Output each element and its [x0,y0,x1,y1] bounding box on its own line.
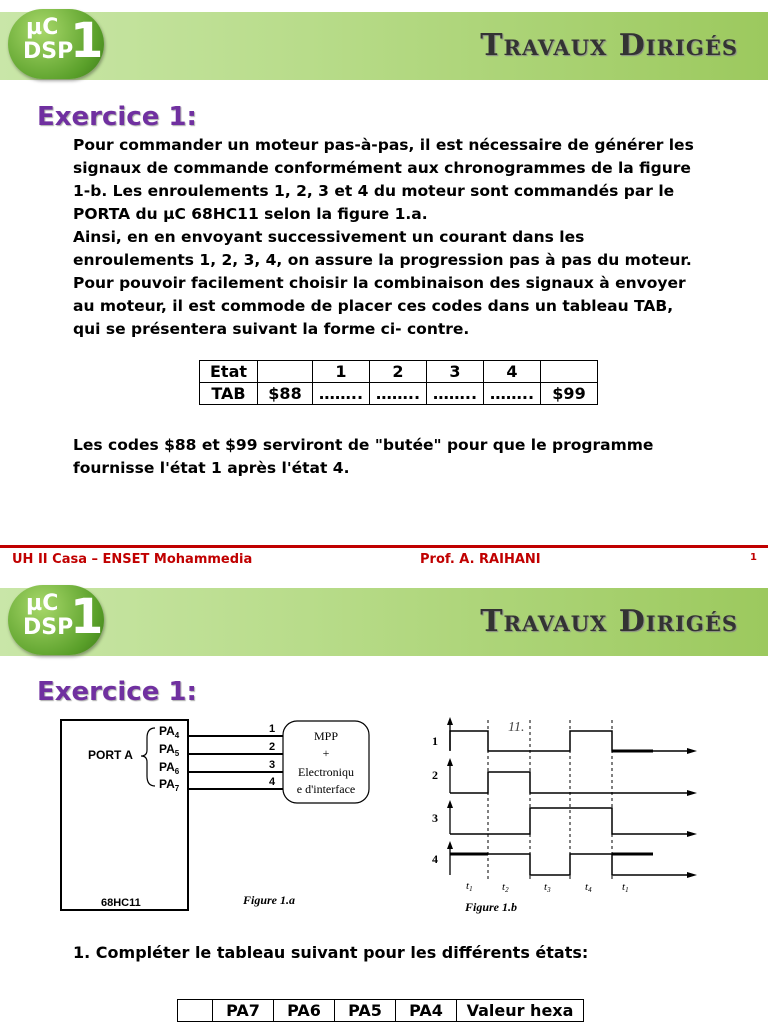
tab-table [199,360,598,405]
table-cell: …….. [370,383,427,405]
exercise-paragraph [73,134,753,341]
arrow-up [447,841,453,849]
para-line: Pour pouvoir facilement choisir la combinaison des signaux à envoyer [73,274,686,292]
table-cell: Valeur hexa [457,1000,584,1022]
footer-page-number: 1 [750,552,757,563]
time-label: t3 [544,881,551,894]
pin-pa5: $PA_5$ [159,742,180,758]
table-row [200,361,598,383]
slide-title-1: Travaux Dirigés [480,28,738,63]
pin-pa4: $PA_4$ [159,724,180,740]
row-label-3: 3 [432,811,438,825]
logo-number: 1 [70,589,104,645]
time-label: t2 [502,881,509,894]
course-logo-1 [8,9,104,79]
table-cell [178,1000,213,1022]
note-line: fournisse l'état 1 après l'état 4. [73,459,350,477]
table-cell: PA4 [396,1000,457,1022]
figure-1b-caption: Figure 1.b [465,900,518,914]
para-line: Ainsi, en en envoyant successivement un courant dans les [73,228,585,246]
table-row [178,1000,584,1022]
exercise-heading-1: Exercice 1: [37,102,197,132]
wire-label-4: 4 [269,776,276,788]
wire-label-2: 2 [269,741,276,753]
logo-dsp: DSP [23,39,74,64]
para-line: qui se présentera suivant la forme ci- contre. [73,320,470,338]
table-cell: 1 [313,361,370,383]
butee-note [73,434,753,480]
row-label-2: 2 [432,768,438,782]
pin-pa6: $PA_6$ [159,760,180,776]
para-line: signaux de commande conformément aux chronogrammes de la figure [73,159,691,177]
signal-1 [450,731,689,751]
table-cell: TAB [200,383,258,405]
exercise-heading-2: Exercice 1: [37,677,197,707]
table-cell: …….. [427,383,484,405]
figure-1a-port-wiring [55,714,385,914]
row-label-1: 1 [432,734,438,748]
footer-institution: UH II Casa – ENSET Mohammedia [12,552,253,567]
logo-number: 1 [70,13,104,69]
table-cell: PA6 [274,1000,335,1022]
table-cell: $99 [541,383,598,405]
question-1: 1. Compléter le tableau suivant pour les différents états: [73,943,589,962]
table-cell: $88 [258,383,313,405]
table-cell: PA7 [213,1000,274,1022]
arrow-up [447,758,453,766]
footer-professor: Prof. A. RAIHANI [420,552,541,567]
table-cell: Etat [200,361,258,383]
logo-uc: µC [26,591,59,616]
pin-pa7: $PA_7$ [159,777,180,793]
table-cell: PA5 [335,1000,396,1022]
para-line: enroulements 1, 2, 3, 4, on assure la progression pas à pas du moteur. [73,251,692,269]
signal-4 [450,854,689,875]
table-cell: 3 [427,361,484,383]
time-label: t1 [622,881,629,894]
mpp-line: + [322,746,330,760]
para-line: au moteur, il est commode de placer ces codes dans un tableau TAB, [73,297,674,315]
slide-title-2: Travaux Dirigés [480,604,738,639]
footer-divider [0,545,768,548]
mpp-line: e d'interface [296,782,356,796]
time-label: t4 [585,881,592,894]
logo-uc: µC [26,15,59,40]
table-cell [258,361,313,383]
mpp-line: Electroniqu [298,765,354,779]
table-cell: …….. [313,383,370,405]
time-label: t1 [466,880,473,893]
port-a-label: PORT A [88,748,133,762]
para-line: Pour commander un moteur pas-à-pas, il est nécessaire de générer les [73,136,694,154]
states-table-header [177,999,584,1022]
timing-annotation: 11. [508,720,525,735]
row-label-4: 4 [432,852,438,866]
para-line: 1-b. Les enroulements 1, 2, 3 et 4 du moteur sont commandés par le [73,182,675,200]
mpp-line: MPP [313,729,339,743]
logo-dsp: DSP [23,615,74,640]
course-logo-2 [8,585,104,655]
wire-label-1: 1 [269,723,276,735]
note-line: Les codes $88 et $99 serviront de "butée" pour que le programme [73,436,654,454]
chip-label: 68HC11 [101,897,141,909]
arrow-up [447,717,453,725]
table-cell: …….. [484,383,541,405]
table-cell: 4 [484,361,541,383]
table-cell: 2 [370,361,427,383]
arrow-up [447,800,453,808]
wire-label-3: 3 [269,759,276,771]
table-row [200,383,598,405]
para-line: PORTA du µC 68HC11 selon la figure 1.a. [73,205,428,223]
figure-1b-timing-diagram [425,714,715,919]
figure-1a-caption: Figure 1.a [243,893,296,907]
table-cell [541,361,598,383]
